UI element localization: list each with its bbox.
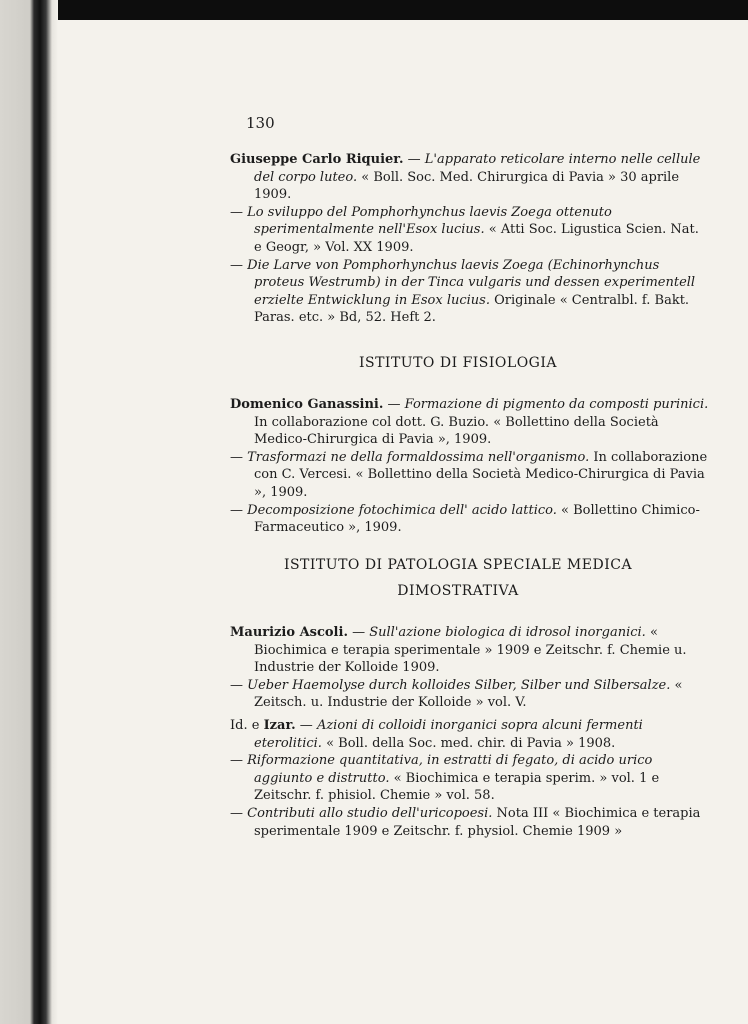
riquier-2: — Lo sviluppo del Pomphorhynchus laevis Zoega ottenuto sperimentalmente nell'Esox lucius. « Atti Soc. Ligustica Scien. Nat. e Geogr, » Vol. XX 1909. [230,204,699,255]
izar-3: — Contributi allo studio dell'uricopoesi. Nota III « Biochimica e terapia sperimentale 1909 e Zeitschr. f. physiol. Chemie 1909 » [230,805,701,839]
pub-title: Die Larve von Pomphorhynchus laevis Zoega (Echinorhynchus proteus Westrumb) in der Tinca vulgaris und dessen experimentell erzielte Entwicklung in Esox lucius. [247,257,696,308]
pub-title: L'apparato reticolare interno nelle cellule del corpo luteo. [254,152,701,185]
riquier-3: — Die Larve von Pomphorhynchus laevis Zoega (Echinorhynchus proteus Westrumb) in der Tinca vulgaris und dessen experimentell erzielte Entwicklung in Esox lucius. Originale « Centralbl. f. Bakt. Paras. etc. » Bd, 52. Heft 2. [230,257,696,326]
pub-title: Ueber Haemolyse durch kolloides Silber, Silber und Silbersalze. [247,677,671,693]
pub-source: Nota III « Biochimica e terapia sperimentale 1909 e Zeitschr. f. physiol. Chemie 1909 » [254,805,701,839]
entry-ascoli [230,624,710,712]
ascoli-2: — Ueber Haemolyse durch kolloides Silber, Silber und Silbersalze. « Zeitsch. u. Industrie der Kolloide » vol. V. [230,677,683,711]
pub-title: Contributi allo studio dell'uricopoesi. [247,805,493,821]
book-spine-edge [0,0,58,1024]
scan-top-border [0,0,748,20]
author-name: Izar. [263,718,296,733]
ganassini-2: — Trasformazi ne della formaldossima nell'organismo. In collaborazione con C. Vercesi. « Bollettino della Società Medico-Chirurgica di Pavia », 1909. [230,449,708,500]
pub-source: « Boll. della Soc. med. chir. di Pavia » 1908. [326,735,616,751]
pub-title: Azioni di colloidi inorganici sopra alcuni fermenti eterolitici. [254,718,643,751]
author-name: Giuseppe Carlo Riquier. [230,152,404,167]
entry-riquier [230,151,710,327]
pub-title: Sull'azione biologica di idrosol inorganici. [369,625,646,640]
pub-source: « Boll. Soc. Med. Chirurgica di Pavia » 30 aprile 1909. [254,169,680,203]
pub-source: « Biochimica e terapia sperim. » vol. 1 e Zeitschr. f. phisiol. Chemie » vol. 58. [254,770,660,804]
riquier-1: Giuseppe Carlo Riquier. — L'apparato reticolare interno nelle cellule del corpo luteo. « Boll. Soc. Med. Chirurgica di Pavia » 30 aprile 1909. [230,152,701,203]
entry-izar [230,717,710,840]
author-name: Domenico Ganassini. [230,397,384,412]
ganassini-3: — Decomposizione fotochimica dell' acido lattico. « Bollettino Chimico-Farmaceutico », 1909. [230,502,700,536]
section-heading-line1: ISTITUTO DI PATOLOGIA SPECIALE MEDICA [283,557,633,573]
pub-source: « Atti Soc. Ligustica Scien. Nat. e Geogr, » Vol. XX 1909. [254,222,699,255]
ascoli-1: Maurizio Ascoli. — Sull'azione biologica di idrosol inorganici. « Biochimica e terapia sperimentale » 1909 e Zeitschr. f. Chemie u. Industrie der Kolloide 1909. [230,625,687,676]
page-number: 130 [246,114,275,132]
pub-title: Trasformazi ne della formaldossima nell'organismo. [247,449,590,465]
entry-ganassini [230,396,710,537]
section-heading-fisiologia: ISTITUTO DI FISIOLOGIA [358,355,558,371]
pub-title: Lo sviluppo del Pomphorhynchus laevis Zoega ottenuto sperimentalmente nell'Esox lucius. [247,204,612,238]
izar-1: Id. e Izar. — Azioni di colloidi inorganici sopra alcuni fermenti eterolitici. « Boll. della Soc. med. chir. di Pavia » 1908. [230,718,643,751]
pub-title: Formazione di pigmento da composti purinici. [404,397,709,412]
pub-source: « Bollettino Chimico-Farmaceutico », 1909. [254,502,700,536]
author-name: Maurizio Ascoli. [230,625,348,640]
pub-title: Riformazione quantitativa, in estratti di fegato, di acido urico aggiunto e distrutto. [247,753,653,786]
section-heading-patologia [208,552,708,604]
pub-source: « Biochimica e terapia sperimentale » 1909 e Zeitschr. f. Chemie u. Industrie der Kolloide 1909. [254,625,687,676]
author-ibid: Id. [230,718,248,733]
izar-2: — Riformazione quantitativa, in estratti di fegato, di acido urico aggiunto e distrutto. « Biochimica e terapia sperim. » vol. 1 e Zeitschr. f. phisiol. Chemie » vol. 58. [230,753,660,804]
pub-source: Originale « Centralbl. f. Bakt. Paras. etc. » Bd, 52. Heft 2. [254,292,690,326]
pub-source: In collaborazione con C. Vercesi. « Bollettino della Società Medico-Chirurgica di Pavia », 1909. [254,449,708,500]
pub-source: In collaborazione col dott. G. Buzio. « Bollettino della Società Medico-Chirurgica di Pavia », 1909. [254,414,659,448]
section-heading-line2: DIMOSTRATIVA [397,583,519,599]
book-page [58,20,748,1024]
pub-source: « Zeitsch. u. Industrie der Kolloide » vol. V. [254,677,683,711]
ganassini-1: Domenico Ganassini. — Formazione di pigmento da composti purinici. In collaborazione col dott. G. Buzio. « Bollettino della Società Medico-Chirurgica di Pavia », 1909. [230,397,709,448]
pub-title: Decomposizione fotochimica dell' acido lattico. [247,502,557,518]
